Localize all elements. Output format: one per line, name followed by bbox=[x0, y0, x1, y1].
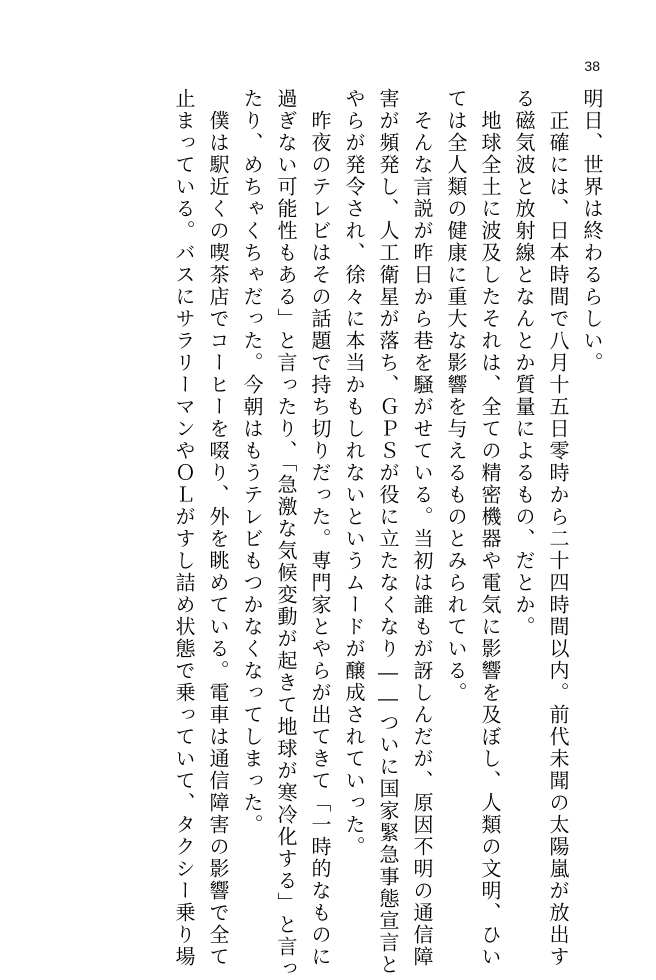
body-text bbox=[42, 88, 604, 980]
text-line: 僕は駅近くの喫茶店でコーヒーを啜り、外を眺めている。電車は通信障害の影響で全て bbox=[206, 88, 230, 968]
text-line: 明日、世界は終わるらしい。 bbox=[580, 88, 604, 374]
text-line: 地球全土に波及したそれは、全ての精密機器や電気に影響を及ぼし、人類の文明、ひい bbox=[478, 88, 502, 968]
text-line: 害が頻発し、人工衛星が落ち、ＧＰＳが役に立たなくなり――ついに国家緊急事態宣言と bbox=[376, 88, 400, 976]
text-line: る磁気波と放射線となんとか質量によるもの、だとか。 bbox=[512, 88, 536, 638]
text-line: 過ぎない可能性もある」と言ったり、「急激な気候変動が起きて地球が寒冷化する」と言っ bbox=[274, 88, 298, 980]
text-line: 正確には、日本時間で八月十五日零時から二十四時間以内。前代未聞の太陽嵐が放出す bbox=[546, 88, 570, 968]
text-line: やらが発令され、徐々に本当かもしれないというムードが醸成されていった。 bbox=[342, 88, 366, 858]
text-line: たり、めちゃくちゃだった。今朝はもうテレビもつかなくなってしまった。 bbox=[240, 88, 264, 836]
text-line: ては全人類の健康に重大な影響を与えるものとみられている。 bbox=[444, 88, 468, 704]
page-number: 38 bbox=[584, 58, 600, 74]
text-line: 止まっている。バスにサラリーマンやＯＬがすし詰め状態で乗っていて、タクシー乗り場 bbox=[172, 88, 196, 968]
text-line: そんな言説が昨日から巷を騒がせている。当初は誰もが訝しんだが、原因不明の通信障 bbox=[410, 88, 434, 968]
text-line: 昨夜のテレビはその話題で持ち切りだった。専門家とやらが出てきて「一時的なものに bbox=[308, 88, 332, 968]
